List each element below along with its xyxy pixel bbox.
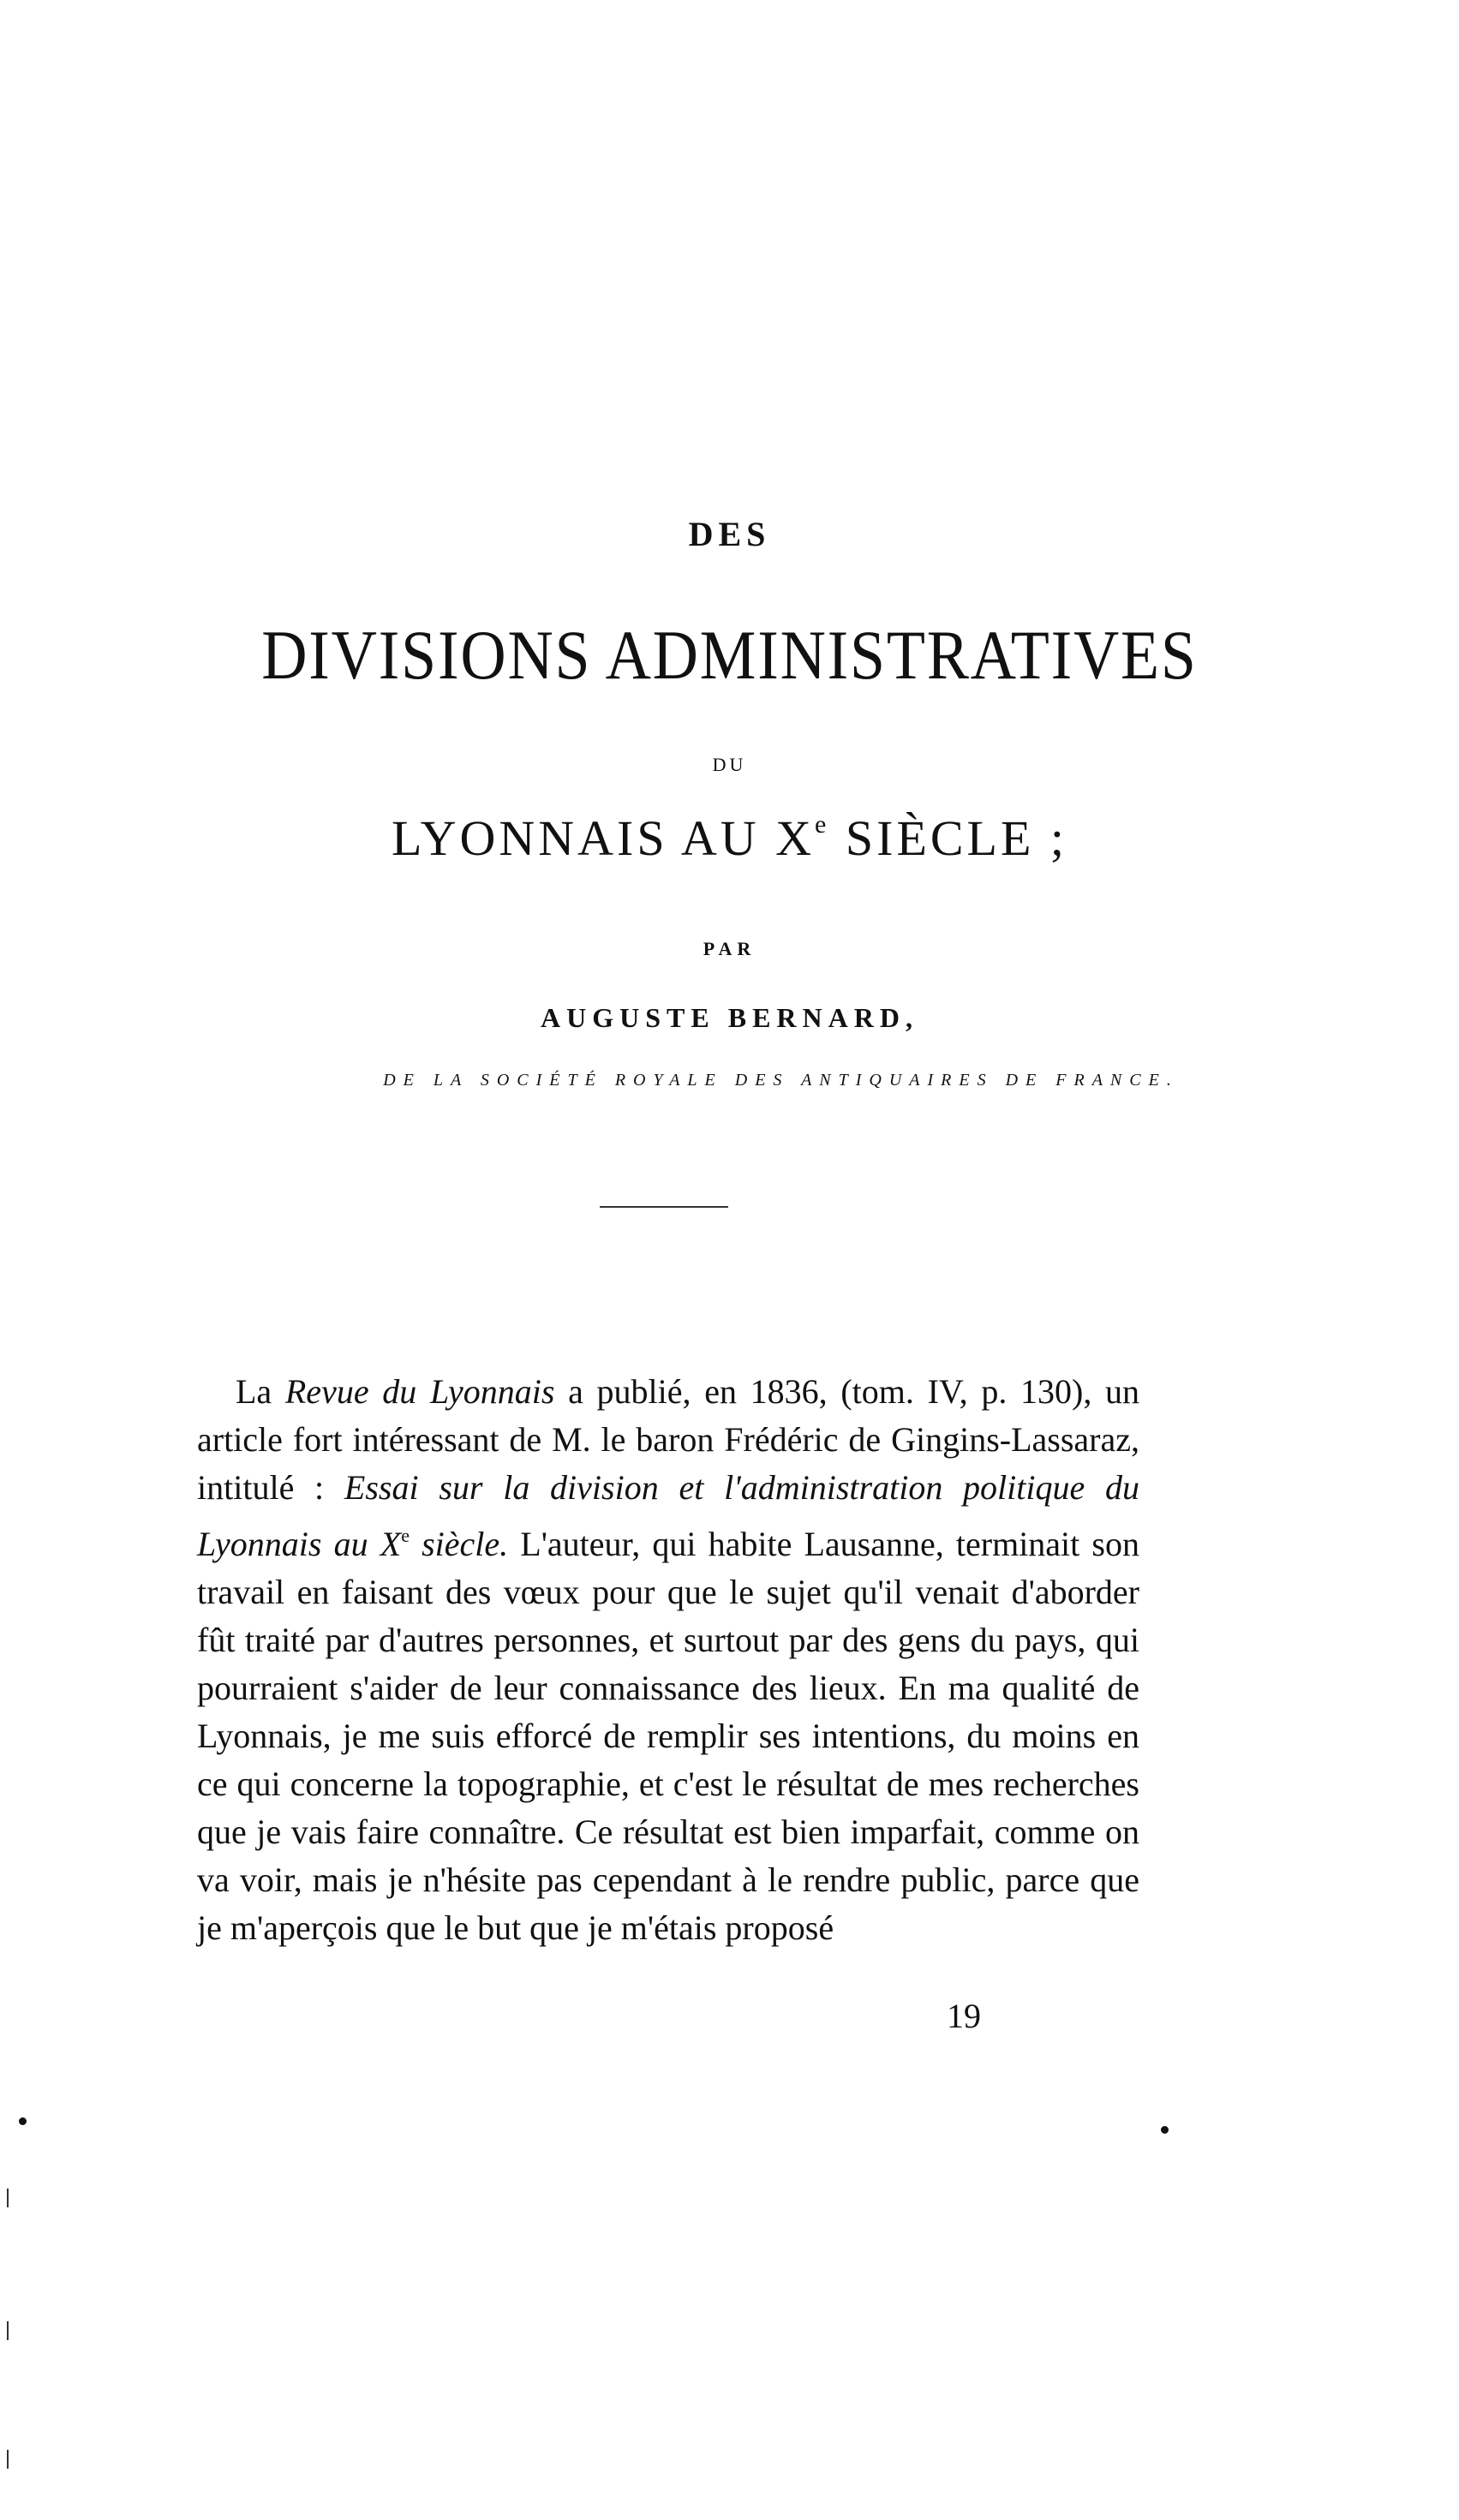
page-title: DIVISIONS ADMINISTRATIVES: [261, 616, 1198, 694]
body-italic-revue: Revue du Lyonnais: [284, 1372, 555, 1411]
body-text-1: La: [236, 1372, 285, 1411]
heading-par: PAR: [703, 938, 756, 959]
scan-mark: [7, 2189, 9, 2207]
heading-subtitle: [0, 809, 1459, 867]
body-superscript: e: [401, 1525, 410, 1546]
scan-mark: [7, 2450, 9, 2469]
subtitle-superscript: e: [815, 810, 830, 839]
body-text-3: L'auteur, qui habite Lausanne, terminait son travail en faisant des vœux pour que le sujet qu'il venait d'aborder fût traité par d'autres personnes, et surtout par des gens du pays, qui pourraient s'aider de leur connaissance des lieux. En ma qualité de Lyonnais, je me suis efforcé de remplir ses intentions, du moins en ce qui concerne la topographie, et c'est le résultat de mes recherches que je vais faire connaître. Ce résultat est bien imparfait, comme on va voir, mais je n'hésite pas cependant à le rendre public, parce que je m'aperçois que le but que je m'étais proposé: [197, 1525, 1139, 1947]
author-affiliation: DE LA SOCIÉTÉ ROYALE DES ANTIQUAIRES DE FRANCE.: [383, 1071, 1179, 1090]
heading-du: DU: [712, 754, 747, 775]
scan-speck: [1161, 2126, 1169, 2134]
page-number: 19: [947, 1997, 981, 2035]
author-name: AUGUSTE BERNARD,: [541, 1002, 918, 1033]
scan-speck: [19, 2117, 27, 2125]
body-italic-essai: Essai sur la division et l'administration politique du Lyonnais au X: [197, 1468, 1140, 1563]
scan-mark: [7, 2321, 9, 2340]
body-paragraph: [197, 1368, 1139, 1952]
subtitle-end: SIÈCLE ;: [829, 810, 1068, 866]
subtitle-main: LYONNAIS AU X: [391, 810, 816, 866]
section-divider: [600, 1206, 728, 1208]
body-italic-siecle: siècle.: [409, 1525, 509, 1563]
heading-des: DES: [688, 515, 771, 553]
body-text-2: a publié, en 1836, (tom. IV, p. 130), un article fort intéressant de M. le baron Frédéric de Gingins-Lassaraz, intitulé :: [197, 1372, 1140, 1507]
